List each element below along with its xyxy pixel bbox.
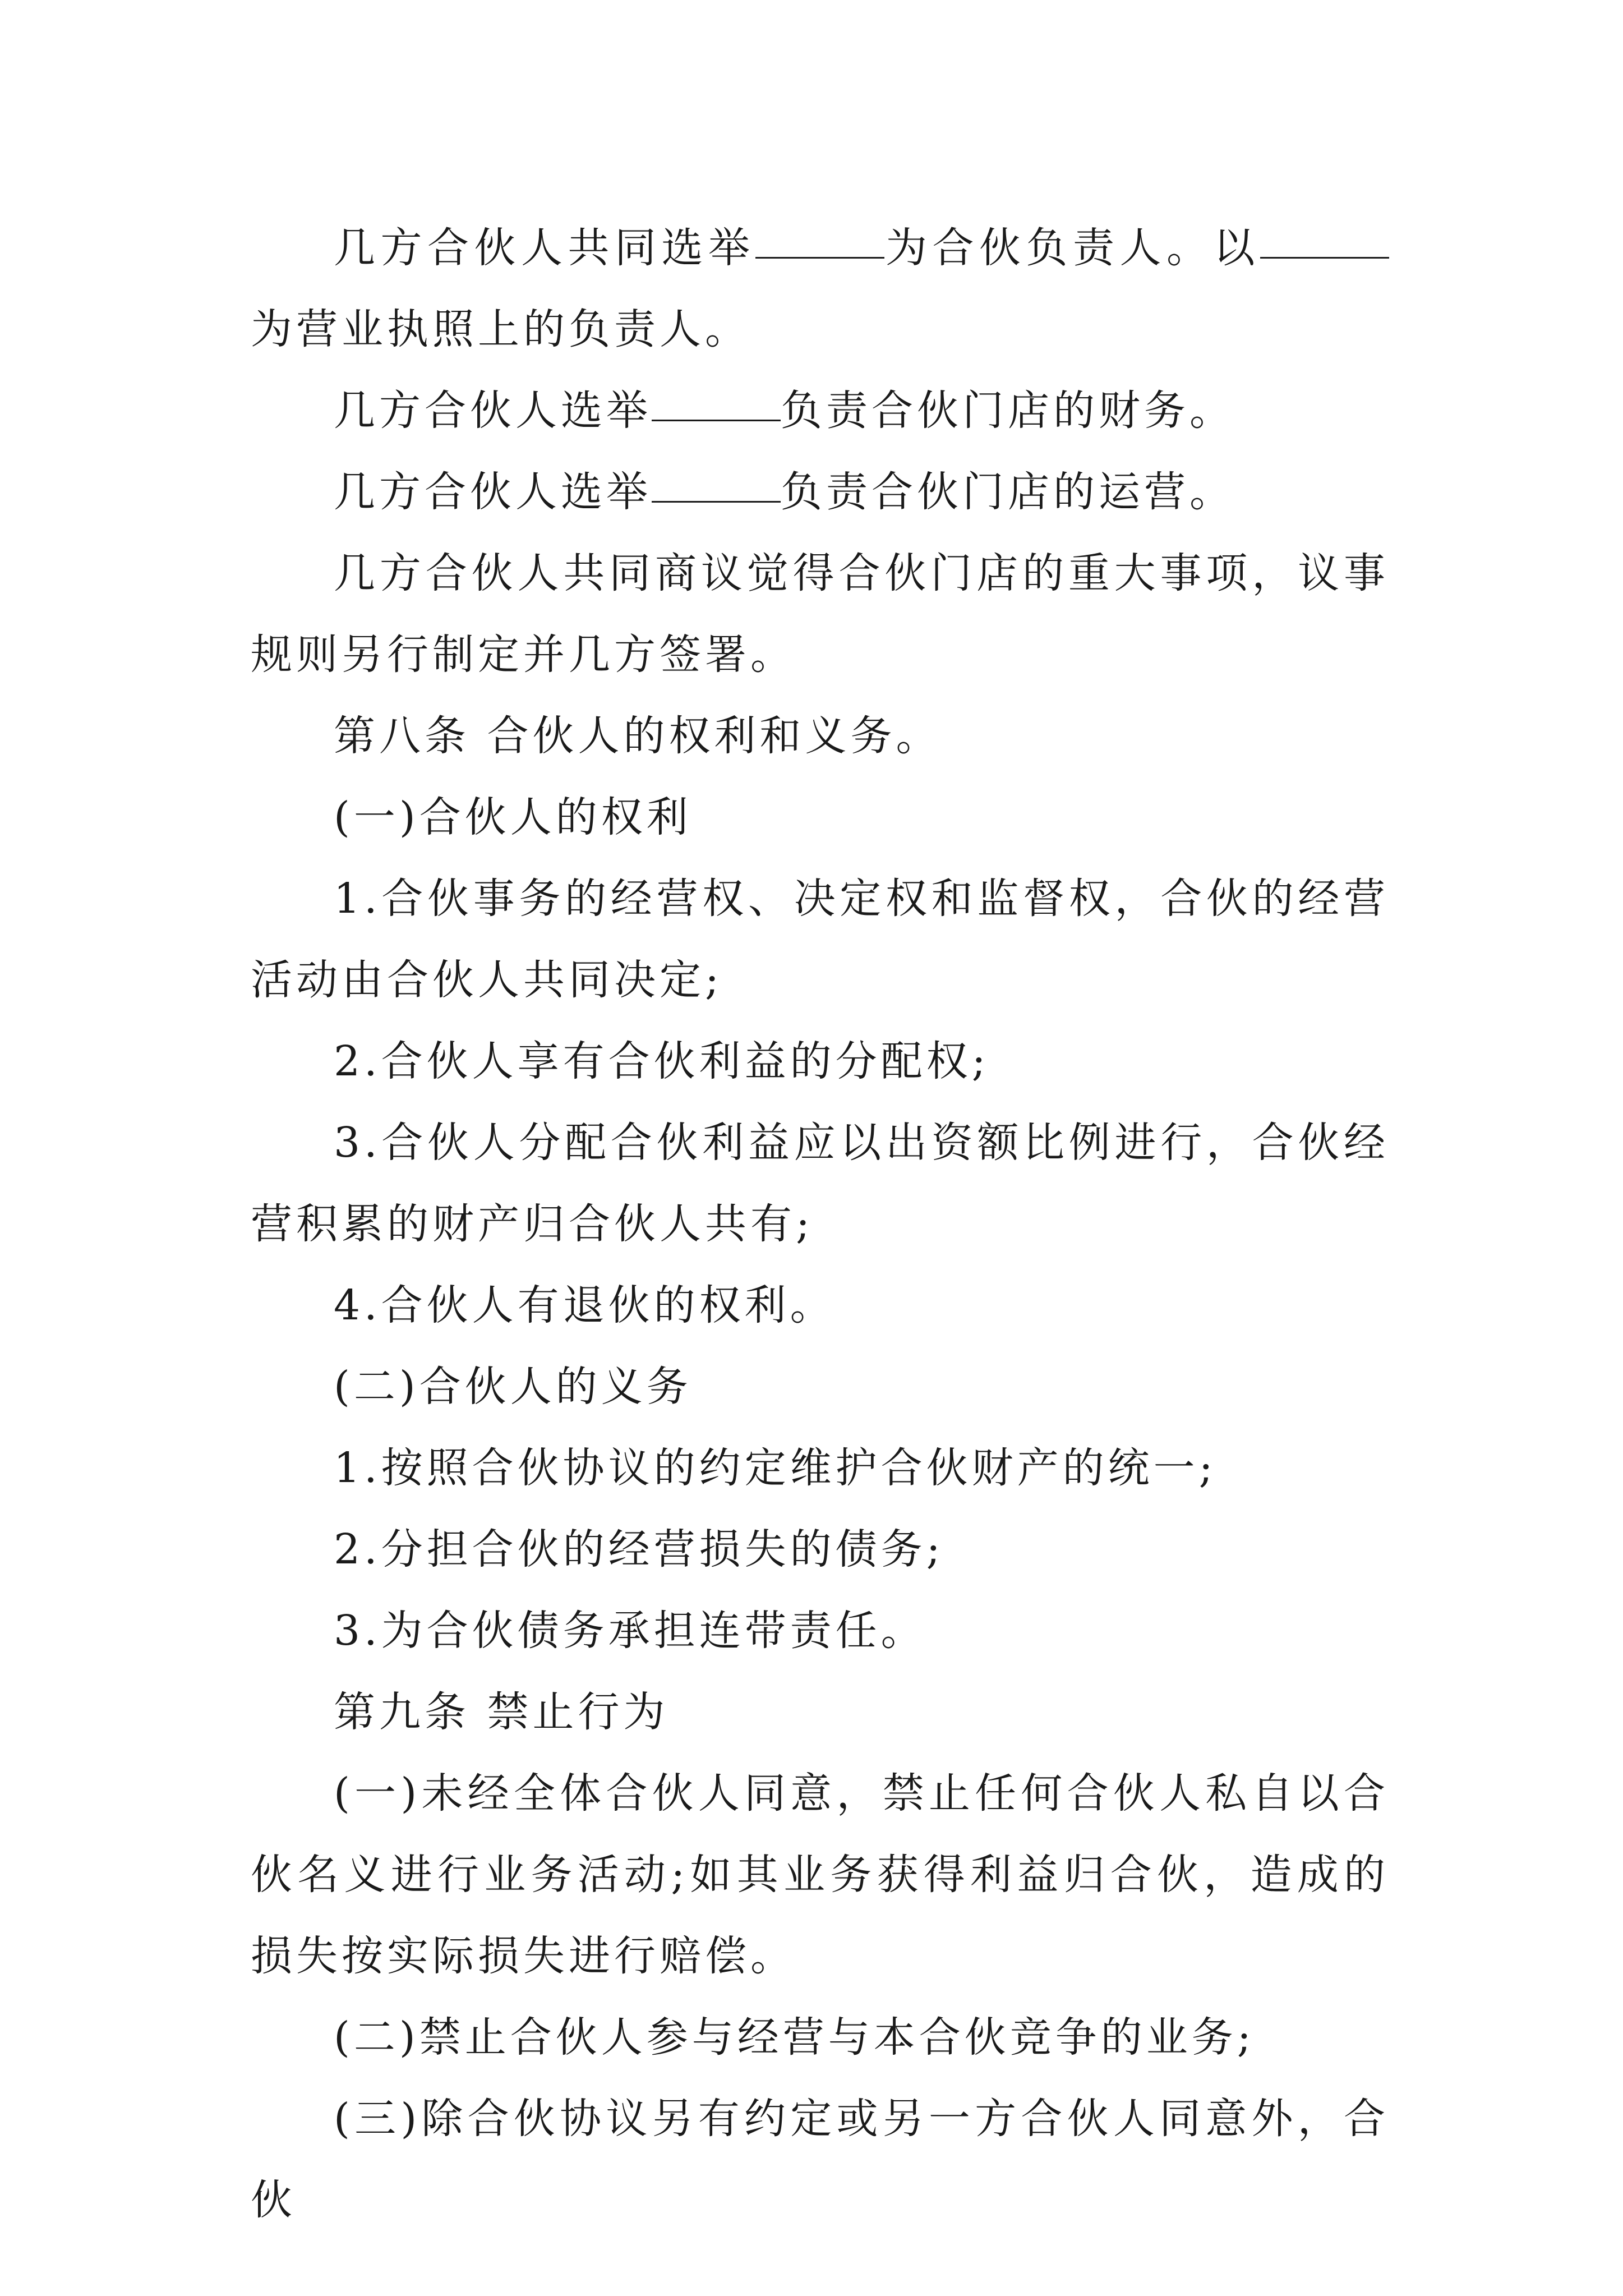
article-8-heading: 第八条 合伙人的权利和义务。 bbox=[334, 712, 942, 760]
paragraph-text: 负责合伙门店的运营。 bbox=[781, 468, 1235, 516]
fill-in-blank-operations bbox=[652, 459, 781, 503]
document-body bbox=[251, 208, 1389, 2241]
list-item-right-4: 4.合伙人有退伙的权利。 bbox=[334, 1281, 836, 1329]
paragraph-text: 几方合伙人共同选举 bbox=[334, 224, 755, 272]
paragraph-major-matters: 几方合伙人共同商议觉得合伙门店的重大事项，议事规则另行制定并几方签署。 bbox=[251, 549, 1389, 679]
paragraph-text: 为营业执照上的负责人。 bbox=[251, 305, 750, 353]
fill-in-blank-license-holder bbox=[1260, 215, 1389, 259]
article-9-heading: 第九条 禁止行为 bbox=[334, 1688, 669, 1736]
paragraph-leader-election bbox=[251, 208, 1389, 370]
list-item-right-3: 3.合伙人分配合伙利益应以出资额比例进行，合伙经营积累的财产归合伙人共有; bbox=[251, 1119, 1389, 1248]
section-obligations-heading: (二)合伙人的义务 bbox=[334, 1363, 692, 1411]
paragraph-text: 为合伙负责人。以 bbox=[884, 224, 1260, 272]
list-item-right-2: 2.合伙人享有合伙利益的分配权; bbox=[334, 1037, 990, 1085]
fill-in-blank-finance bbox=[652, 378, 781, 421]
list-item-prohibition-1: (一)未经全体合伙人同意，禁止任何合伙人私自以合伙名义进行业务活动;如其业务获得利益归合伙，造成的损失按实际损失进行赔偿。 bbox=[251, 1769, 1389, 1980]
paragraph-operations-election bbox=[251, 452, 1389, 533]
paragraph-finance-election bbox=[251, 370, 1389, 452]
list-item-right-1: 1.合伙事务的经营权、决定权和监督权，合伙的经营活动由合伙人共同决定; bbox=[251, 875, 1389, 1004]
section-rights-heading: (一)合伙人的权利 bbox=[334, 793, 692, 841]
paragraph-text: 几方合伙人选举 bbox=[334, 468, 652, 516]
list-item-obligation-1: 1.按照合伙协议的约定维护合伙财产的统一; bbox=[334, 1444, 1217, 1492]
paragraph-text: 几方合伙人选举 bbox=[334, 386, 652, 435]
fill-in-blank-leader bbox=[755, 215, 884, 259]
list-item-obligation-2: 2.分担合伙的经营损失的债务; bbox=[334, 1525, 944, 1573]
paragraph-text: 负责合伙门店的财务。 bbox=[781, 386, 1235, 435]
list-item-prohibition-3: (三)除合伙协议另有约定或另一方合伙人同意外，合伙 bbox=[251, 2095, 1389, 2224]
list-item-obligation-3: 3.为合伙债务承担连带责任。 bbox=[334, 1607, 926, 1655]
list-item-prohibition-2: (二)禁止合伙人参与经营与本合伙竞争的业务; bbox=[334, 2013, 1255, 2062]
